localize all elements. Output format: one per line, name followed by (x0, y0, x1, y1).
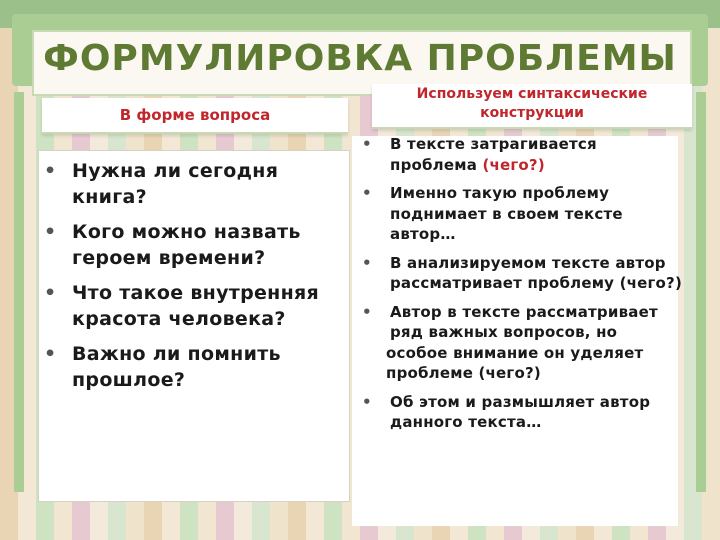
question-list (44, 158, 344, 402)
list-item (44, 341, 344, 393)
left-column-header: В форме вопроса (42, 98, 348, 134)
bullet-icon: • (362, 392, 372, 411)
list-item (362, 134, 682, 175)
list-item-text: Об этом и размышляет автор данного текста… (390, 392, 651, 431)
list-item (44, 158, 344, 210)
bullet-icon: • (362, 302, 372, 321)
construction-list (362, 134, 682, 441)
list-item (44, 219, 344, 271)
list-item-text: Кого можно назвать героем времени? (72, 221, 301, 269)
bullet-icon: • (44, 221, 57, 243)
page-title: ФОРМУЛИРОВКА ПРОБЛЕМЫ (43, 38, 677, 79)
list-item-text: В анализируемом тексте автор рассматривает проблему (чего?) (390, 253, 682, 292)
bullet-icon: • (362, 135, 372, 153)
bullet-icon: • (362, 253, 372, 272)
list-item-text: Что такое внутренняя красота человека? (72, 282, 320, 330)
list-item (362, 302, 682, 343)
list-item-text: Автор в тексте рассматривает ряд важных вопросов, но (390, 302, 658, 341)
list-item-continuation (362, 343, 682, 384)
list-item (362, 253, 682, 294)
right-column-header (372, 84, 692, 129)
bullet-icon: • (44, 160, 57, 182)
list-item-text: особое внимание он уделяет проблеме (чего?) (386, 343, 644, 382)
bullet-icon: • (362, 184, 372, 202)
right-header-line2: конструкции (480, 105, 584, 121)
list-item (362, 392, 682, 433)
list-item-text: Именно такую проблему поднимает в своем тексте автор… (390, 184, 623, 243)
list-item (44, 280, 344, 332)
left-side-bar (14, 92, 24, 492)
list-item-text: Важно ли помнить прошлое? (72, 343, 281, 391)
list-item (362, 183, 682, 245)
bullet-icon: • (44, 343, 57, 365)
list-item-text: Нужна ли сегодня книга? (72, 160, 279, 208)
right-header-line1: Используем синтаксические (416, 86, 648, 102)
accent-text: (чего?) (482, 155, 545, 174)
right-side-bar (696, 92, 706, 492)
list-item-text: В тексте затрагивается проблема (390, 135, 597, 174)
bullet-icon: • (44, 282, 57, 304)
